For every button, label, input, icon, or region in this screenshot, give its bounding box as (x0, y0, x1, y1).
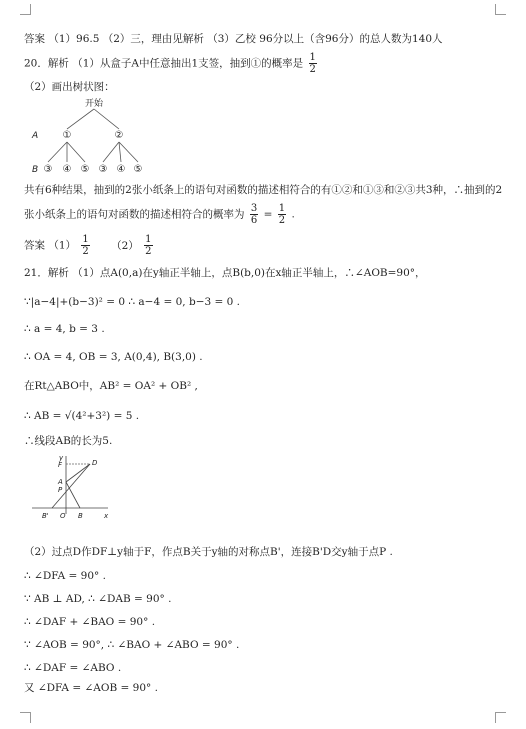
tree-node-l2: ④ (62, 164, 72, 175)
corner-mark-top-left (20, 4, 31, 15)
corner-mark-top-right (495, 4, 506, 15)
q20-result-line2: 张小纸条上的语句对函数的描述相符合的概率为 $\frac{3}{6}$ = $\frac{1}{2}$ . (24, 203, 295, 226)
tree-node-l2: ③ (98, 164, 108, 175)
tree-node-l2: ③ (43, 164, 53, 175)
tree-root: 开始 (84, 99, 104, 109)
geometry-figure (28, 452, 116, 524)
corner-mark-bottom-right (495, 712, 506, 723)
label-d: D (92, 459, 98, 467)
tree-edge (67, 142, 85, 162)
q21-part2: （2）过点D作DF⊥y轴于F，作点B关于y轴的对称点B'，连接B'D交y轴于点P . (24, 546, 393, 558)
tree-edge (119, 142, 138, 162)
q20-prob-fraction: $\frac{1}{2}$ (309, 52, 316, 75)
q21-line3: ∴ a = 4, b = 3 . (24, 323, 105, 335)
answer-19: 答案 （1）96.5 （2）三，理由见解析 （3）乙校 96分以上（含96分）的总人数为140人 (24, 33, 443, 45)
q20-answer: 答案 （1） $\frac{1}{2}$ （2） $\frac{1}{2}$ (24, 234, 152, 257)
label-o: O (60, 512, 66, 520)
q21-line5: 在Rt△ABO中，AB² = OA² + OB² , (24, 380, 198, 392)
tree-edge (103, 142, 119, 162)
q21-line4: ∴ OA = 4, OB = 3, A(0,4), B(3,0) . (24, 351, 203, 363)
segment-ab (66, 482, 80, 508)
tree-diagram (24, 96, 164, 180)
fraction-3-6: $\frac{3}{6}$ (250, 203, 258, 226)
label-f: F (58, 461, 63, 469)
corner-mark-bottom-left (20, 712, 31, 723)
q21-step4: ∵ ∠AOB = 90°, ∴ ∠BAO + ∠ABO = 90° . (24, 639, 240, 651)
tree-edge (67, 109, 94, 129)
tree-node-l1-a: ① (62, 130, 72, 141)
q21-line2: ∵|a−4|+(b−3)² = 0 ∴ a−4 = 0, b−3 = 0 . (24, 296, 240, 308)
q21-step5: ∴ ∠DAF = ∠ABO . (24, 662, 122, 674)
tree-node-l2: ⑤ (133, 164, 143, 175)
label-b: B (78, 512, 83, 520)
q21-step6: 又 ∠DFA = ∠AOB = 90° . (24, 682, 158, 694)
tree-edge (48, 142, 67, 162)
tree-edge (119, 142, 121, 162)
q21-line7: ∴线段AB的长为5. (24, 435, 113, 447)
answer2-fraction: $\frac{1}{2}$ (145, 234, 152, 257)
q21-step1: ∴ ∠DFA = 90° . (24, 570, 106, 582)
tree-node-l2: ⑤ (80, 164, 90, 175)
q21-line6: ∴ AB = √(4²+3²) = 5 . (24, 410, 140, 422)
q21-step3: ∴ ∠DAF + ∠BAO = 90° . (24, 616, 156, 628)
segment-ad (66, 464, 90, 482)
fraction-1-2: $\frac{1}{2}$ (278, 203, 286, 226)
q20-part2: （2）画出树状图： (24, 81, 115, 93)
q21-step2: ∵ AB ⊥ AD, ∴ ∠DAB = 90° . (24, 593, 172, 605)
tree-node-l2: ④ (116, 164, 126, 175)
q20-intro: 20．解析 （1）从盒子A中任意抽出1支签，抽到①的概率是 $\frac{1}{2}$ (24, 52, 316, 75)
label-y: y (59, 454, 64, 462)
tree-edge (94, 109, 119, 129)
label-bprime: B' (42, 512, 49, 520)
tree-node-l1-b: ② (114, 130, 124, 141)
label-a: A (58, 478, 63, 486)
q21-line1: 21．解析 （1）点A(0,a)在y轴正半轴上，点B(b,0)在x轴正半轴上，∴∠AOB=90°， (24, 267, 426, 279)
tree-row-b-label: B (32, 165, 39, 175)
tree-row-a-label: A (32, 131, 39, 141)
label-x: x (104, 512, 109, 520)
answer1-fraction: $\frac{1}{2}$ (82, 234, 89, 257)
label-p: P (58, 486, 63, 494)
q20-result-line1: 共有6种结果，抽到的2张小纸条上的语句对函数的描述相符合的有①②和①③和②③共3种，∴抽到的2 (24, 184, 503, 196)
